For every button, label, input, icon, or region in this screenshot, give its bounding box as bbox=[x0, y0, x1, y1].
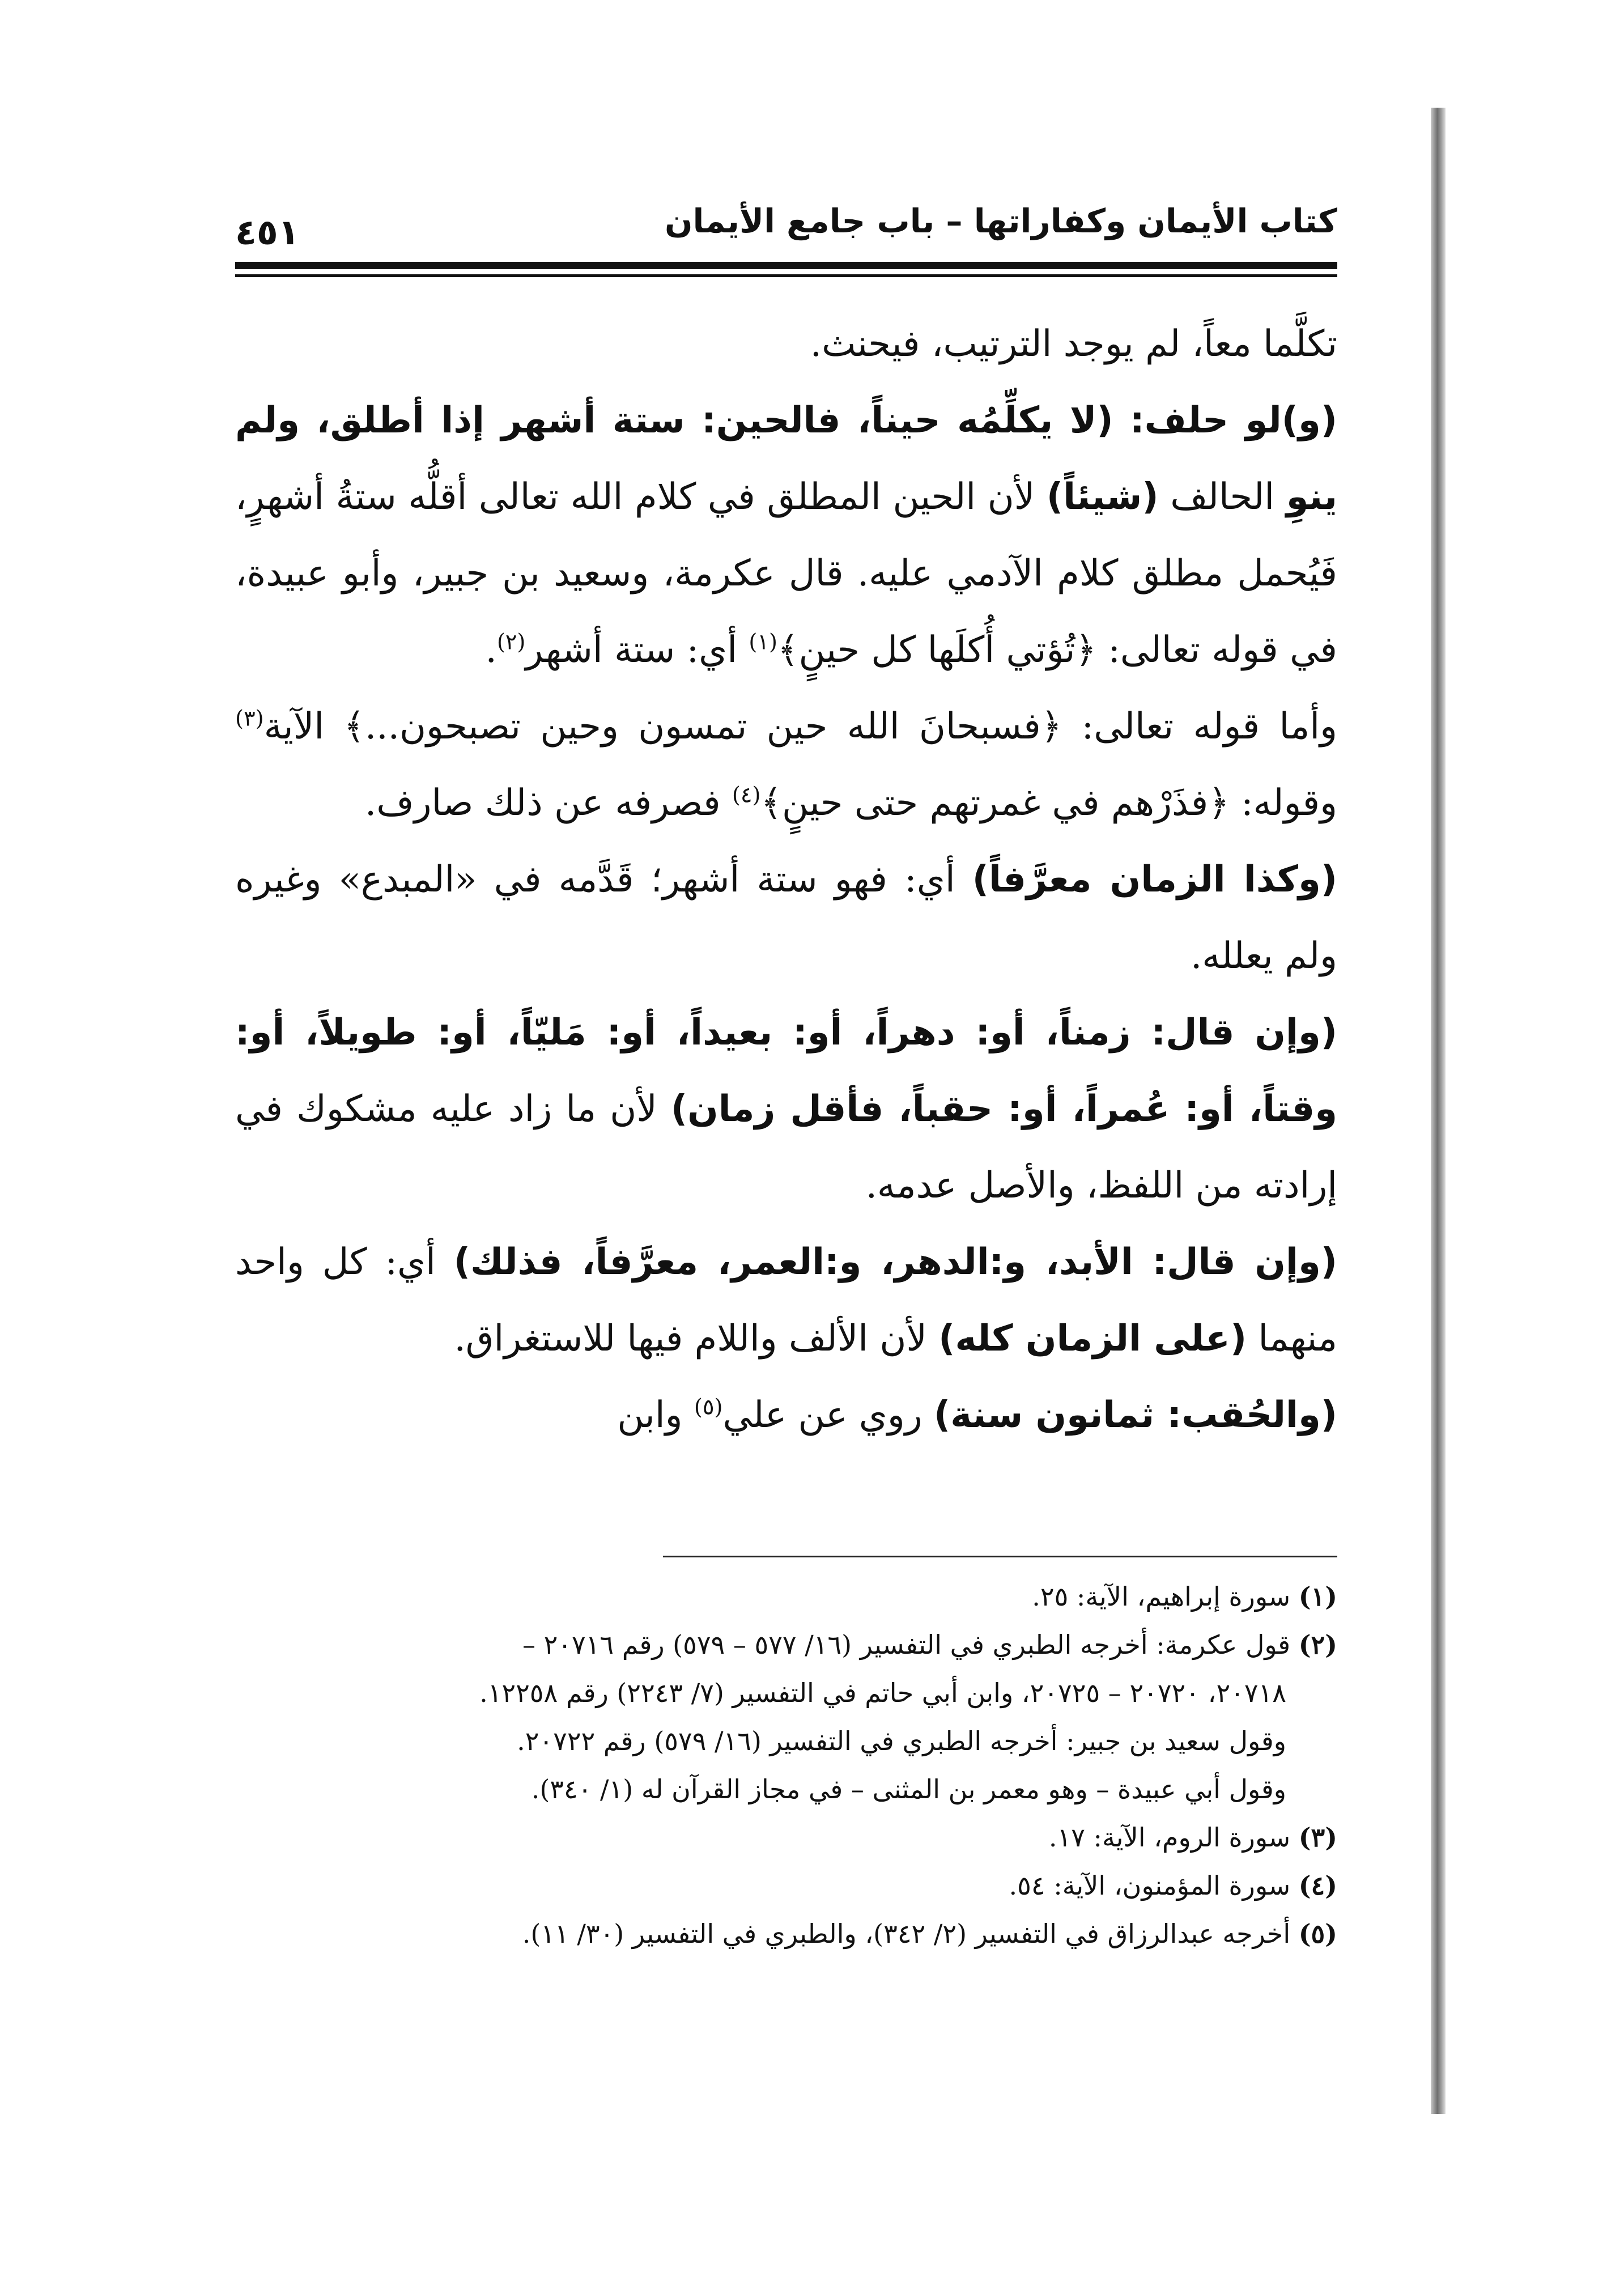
paragraph: وأما قوله تعالى: ﴿فسبحانَ الله حين تمسون وحين تصبحون...﴾ الآية$^{(٣)}$ وقوله: ﴿فذَرْهم في غمرتهم حتى حينٍ﴾$^{(٤)}$ فصرفه عن ذلك صارف. bbox=[235, 706, 1338, 824]
footnote-continuation: وقول أبي عبيدة – وهو معمر بن المثنى – في مجاز القرآن له (١/ ٣٤٠). bbox=[531, 1774, 1286, 1804]
page-edge-shadow bbox=[1431, 108, 1446, 2114]
paragraph: (و)لو حلف: (لا يكلِّمُه حيناً، فالحين: ستة أشهر إذا أطلق، ولم ينوِ الحالف (شيئاً) لأن الحين المطلق في كلام الله تعالى أقلُّه ستةُ أشهرٍ، فَيُحمل مطلق كلام الآدمي عليه. قال عكرمة، وسعيد بن جبير، وأبو عبيدة، في قوله تعالى: ﴿تُؤتي أُكلَها كل حينٍ﴾$^{(١)}$ أي: ستة أشهر$^{(٢)}$. bbox=[235, 400, 1338, 671]
footnote: (٣) سورة الروم، الآية: ١٧. bbox=[1048, 1822, 1337, 1853]
footnote-ref: (٤) bbox=[732, 782, 761, 808]
footnote-ref: (١) bbox=[749, 629, 777, 655]
footnote-continuation: ٢٠٧١٨، ٢٠٧٢٠ – ٢٠٧٢٥، وابن أبي حاتم في التفسير (٧/ ٢٢٤٣) رقم ١٢٢٥٨. bbox=[479, 1678, 1286, 1708]
paragraph: تكلَّما معاً، لم يوجد الترتيب، فيحنث. bbox=[810, 323, 1337, 365]
footnote-ref: (٢) bbox=[496, 629, 526, 655]
footnote-continuation: وقول سعيد بن جبير: أخرجه الطبري في التفسير (١٦/ ٥٧٩) رقم ٢٠٧٢٢. bbox=[517, 1726, 1286, 1756]
footnote: (٢) قول عكرمة: أخرجه الطبري في التفسير (١٦/ ٥٧٧ – ٥٧٩) رقم ٢٠٧١٦ – bbox=[522, 1629, 1337, 1660]
page-number: ٤٥١ bbox=[235, 211, 300, 253]
paragraph: (وإن قال: زمناً، أو: دهراً، أو: بعيداً، أو: مَليّاً، أو: طويلاً، أو: وقتاً، أو: عُمراً، أو: حقباً، فأقل زمان) لأن ما زاد عليه مشكوك في إرادته من اللفظ، والأصل عدمه. bbox=[235, 1012, 1337, 1207]
footnote: (٤) سورة المؤمنون، الآية: ٥٤. bbox=[1009, 1870, 1337, 1901]
header-rule-thick bbox=[235, 262, 1337, 269]
main-text bbox=[235, 306, 1337, 1454]
footnote-ref: (٣) bbox=[235, 706, 264, 732]
footnote: (٥) أخرجه عبدالرزاق في التفسير (٢/ ٣٤٢)، والطبري في التفسير (٣٠/ ١١). bbox=[522, 1918, 1337, 1949]
paragraph: (وكذا الزمان معرَّفاً) أي: فهو ستة أشهر؛ قَدَّمه في «المبدع» وغيره ولم يعلله. bbox=[235, 859, 1338, 977]
footnote: (١) سورة إبراهيم، الآية: ٢٥. bbox=[1032, 1581, 1337, 1612]
paragraph: (والحُقب: ثمانون سنة) روي عن علي$^{(٥)}$ وابن bbox=[617, 1394, 1337, 1436]
footnote-separator bbox=[663, 1556, 1337, 1557]
paragraph: (وإن قال: الأبد، و:الدهر، و:العمر، معرَّفاً، فذلك) أي: كل واحد منهما (على الزمان كله) لأن الألف واللام فيها للاستغراق. bbox=[235, 1241, 1338, 1360]
running-title: كتاب الأيمان وكفاراتها – باب جامع الأيمان bbox=[664, 202, 1337, 240]
footnote-ref: (٥) bbox=[694, 1394, 723, 1420]
page-header bbox=[235, 187, 1337, 272]
header-rule-thin bbox=[235, 274, 1337, 277]
footnotes bbox=[235, 1573, 1337, 1958]
